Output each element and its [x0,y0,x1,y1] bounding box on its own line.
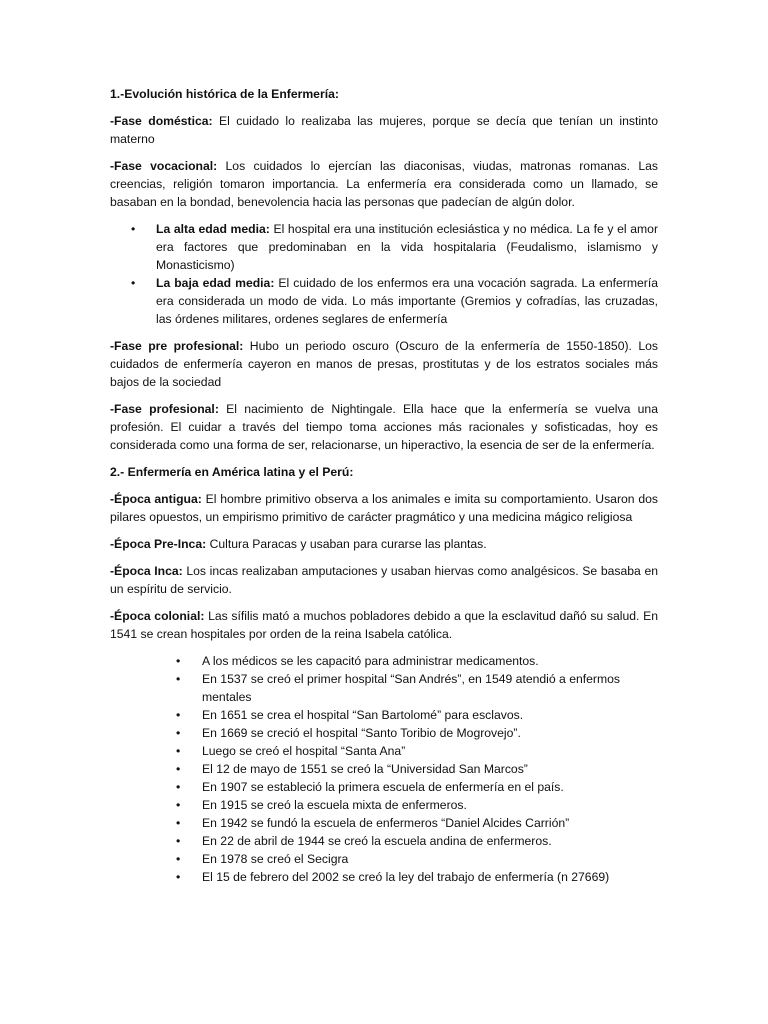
list-item [110,220,658,274]
term-label: -Fase vocacional: [110,159,218,173]
list-item-text: El 15 de febrero del 2002 se creó la ley del trabajo de enfermería (n 27669) [202,870,610,884]
list-item-text: Luego se creó el hospital “Santa Ana” [202,744,406,758]
bullet-icon: • [176,654,181,668]
term-label: La baja edad media: [156,276,275,290]
list-item-text: En 1942 se fundó la escuela de enfermeros “Daniel Alcides Carrión” [202,816,570,830]
term-label: -Fase profesional: [110,402,219,416]
list-item [176,814,658,832]
list-item [176,652,658,670]
bullet-icon: • [176,744,181,758]
list-item-text: En 1978 se creó el Secigra [202,852,349,866]
paragraph-fase-pre-profesional [110,337,658,391]
paragraph-epoca-colonial [110,607,658,643]
paragraph-fase-vocacional [110,157,658,211]
list-item-text: En 1651 se crea el hospital “San Bartolomé” para esclavos. [202,708,524,722]
paragraph-fase-domestica [110,112,658,148]
document-body [110,85,658,895]
list-item [176,670,658,706]
list-item-text: El 12 de mayo de 1551 se creó la “Universidad San Marcos” [202,762,528,776]
paragraph-text: Cultura Paracas y usaban para curarse las plantas. [206,537,487,551]
bullet-icon: • [176,852,181,866]
list-item-text: A los médicos se les capacitó para administrar medicamentos. [202,654,539,668]
term-label: -Época colonial: [110,609,205,623]
list-item-text: En 1915 se creó la escuela mixta de enfermeros. [202,798,467,812]
bullet-icon: • [176,672,181,686]
bullet-icon: • [176,816,181,830]
section-1-title: 1.-Evolución histórica de la Enfermería: [110,87,339,101]
paragraph-epoca-antigua [110,490,658,526]
paragraph-epoca-pre-inca [110,535,658,553]
list-item [176,706,658,724]
list-item [176,832,658,850]
list-item [176,742,658,760]
term-label: -Fase doméstica: [110,114,213,128]
bullet-icon: • [176,870,181,884]
list-item [176,850,658,868]
list-item-text: En 1907 se estableció la primera escuela de enfermería en el país. [202,780,564,794]
paragraph-text: El nacimiento de Nightingale. Ella hace que la enfermería se vuelva una profesión. El cuidar a través del tiempo toma acciones más racionales y sofisticadas, hoy es considerada como una forma de ser, relacionarse, un hiperactivo, la esencia de ser de la enfermería. [110,402,658,452]
list-item [176,796,658,814]
bullet-icon: • [176,780,181,794]
paragraph-text: Los incas realizaban amputaciones y usaban hiervas como analgésicos. Se basaba en un espíritu de servicio. [110,564,659,596]
bullet-icon: • [176,762,181,776]
list-item-text: En 1537 se creó el primer hospital “San Andrés”, en 1549 atendió a enfermos mentales [202,672,621,704]
list-item [176,778,658,796]
term-label: La alta edad media: [156,222,270,236]
list-item-text: En 22 de abril de 1944 se creó la escuela andina de enfermeros. [202,834,552,848]
paragraph-epoca-inca [110,562,658,598]
list-item [176,868,658,886]
list-item [176,760,658,778]
bullet-icon: • [131,276,136,290]
bullet-icon: • [176,726,181,740]
paragraph-text: El hombre primitivo observa a los animales e imita su comportamiento. Usaron dos pilares opuestos, un empirismo primitivo de carácter pragmático y una medicina mágico religiosa [110,492,658,524]
list-item-text: El cuidado de los enfermos era una vocación sagrada. La enfermería era considerada un modo de vida. Lo más importante (Gremios y cofradías, las cruzadas, las órdenes militares, ordenes seglares de enfermería [156,276,658,326]
paragraph-fase-profesional [110,400,658,454]
paragraph-text: Los cuidados lo ejercían las diaconisas, viudas, matronas romanas. Las creencias, religión tomaron importancia. La enfermería era considerada como un llamado, se basaban en la bondad, benevolencia hacia las personas que padecían de algún dolor. [110,159,658,209]
edad-media-list [110,220,658,328]
bullet-icon: • [131,222,136,236]
bullet-icon: • [176,708,181,722]
bullet-icon: • [176,798,181,812]
bullet-icon: • [176,834,181,848]
list-item [176,724,658,742]
list-item-text: En 1669 se creció el hospital “Santo Toribio de Mogrovejo”. [202,726,521,740]
list-item-text: El hospital era una institución eclesiástica y no médica. La fe y el amor era factores que predominaban en la vida hospitalaria (Feudalismo, islamismo y Monasticismo) [156,222,659,272]
section-2-title: 2.- Enfermería en América latina y el Perú: [110,465,354,479]
term-label: -Época Pre-Inca: [110,537,207,551]
colonial-events-list [176,652,658,886]
term-label: -Fase pre profesional: [110,339,244,353]
term-label: -Época antigua: [110,492,202,506]
paragraph-text: El cuidado lo realizaba las mujeres, porque se decía que tenían un instinto materno [110,114,658,146]
paragraph-text: Hubo un periodo oscuro (Oscuro de la enfermería de 1550-1850). Los cuidados de enfermería cayeron en manos de presas, prostitutas y de los estratos sociales más bajos de la sociedad [110,339,658,389]
term-label: -Época Inca: [110,564,183,578]
list-item [110,274,658,328]
paragraph-text: Las sífilis mató a muchos pobladores debido a que la esclavitud dañó su salud. En 1541 se crean hospitales por orden de la reina Isabela católica. [110,609,658,641]
